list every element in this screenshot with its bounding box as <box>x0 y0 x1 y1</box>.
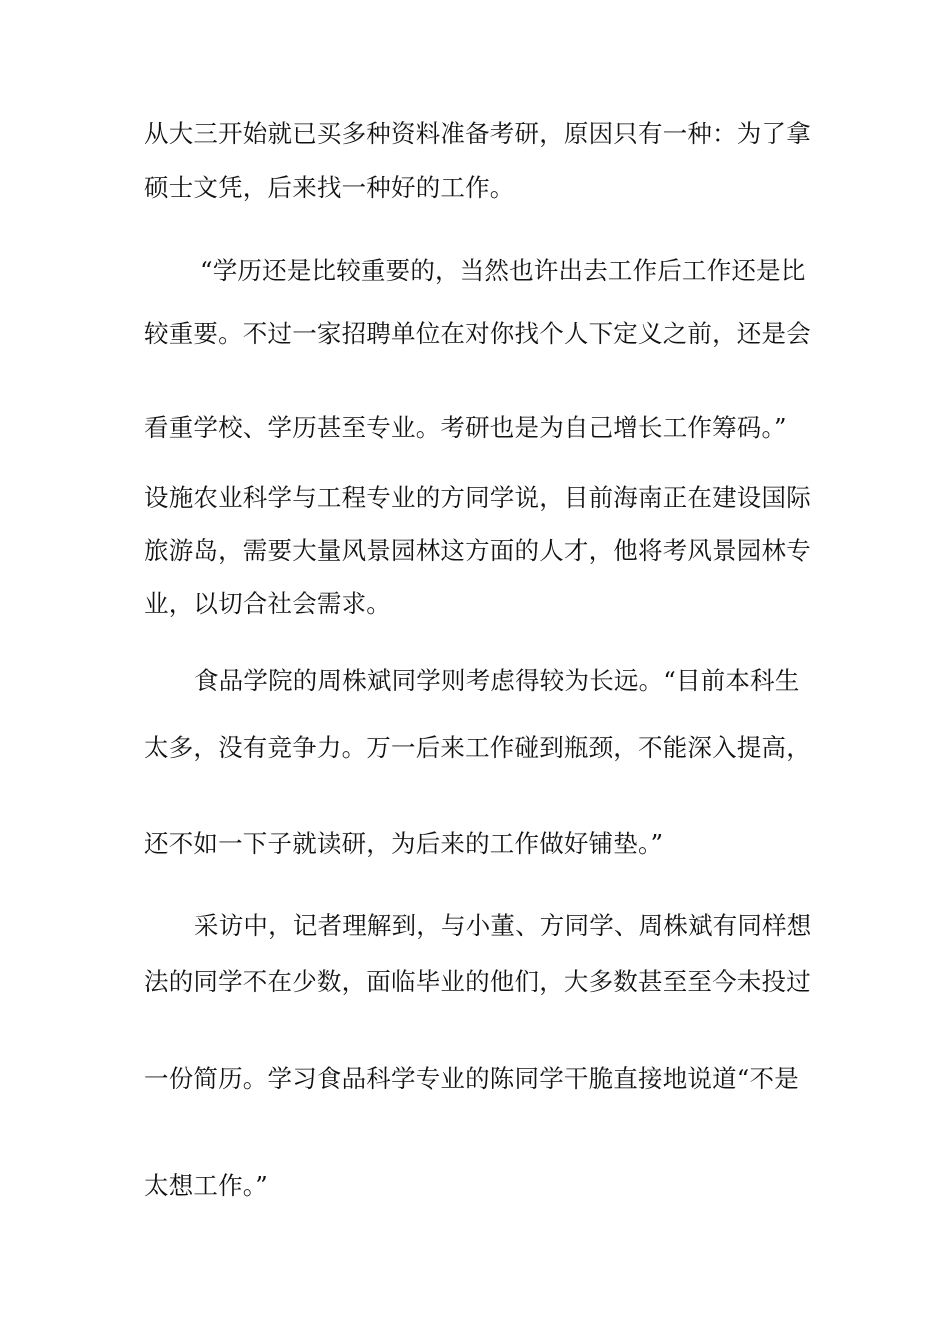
text-line: “学历还是比较重要的，当然也许出去工作后工作还是比 <box>200 256 806 285</box>
text-line: 太想工作。” <box>144 1171 268 1200</box>
text-line: 食品学院的周株斌同学则考虑得较为长远。“目前本科生 <box>194 666 800 695</box>
text-line: 太多，没有竞争力。万一后来工作碰到瓶颈，不能深入提高， <box>144 733 811 762</box>
text-line: 从大三开始就已买多种资料准备考研，原因只有一种：为了拿 <box>144 119 811 148</box>
text-line: 设施农业科学与工程专业的方同学说，目前海南正在建设国际 <box>144 483 811 512</box>
text-line: 较重要。不过一家招聘单位在对你找个人下定义之前，还是会 <box>144 319 811 348</box>
text-line: 硕士文凭，后来找一种好的工作。 <box>144 173 515 202</box>
text-line: 旅游岛，需要大量风景园林这方面的人才，他将考风景园林专 <box>144 536 811 565</box>
text-line: 看重学校、学历甚至专业。考研也是为自己增长工作筹码。” <box>144 413 787 442</box>
text-line: 还不如一下子就读研，为后来的工作做好铺垫。” <box>144 829 664 858</box>
text-line: 一份简历。学习食品科学专业的陈同学干脆直接地说道“不是 <box>144 1064 799 1093</box>
text-line: 业，以切合社会需求。 <box>144 589 391 618</box>
text-line: 采访中，记者理解到，与小董、方同学、周株斌有同样想 <box>194 911 812 940</box>
text-line: 法的同学不在少数，面临毕业的他们，大多数甚至至今未投过 <box>144 967 811 996</box>
